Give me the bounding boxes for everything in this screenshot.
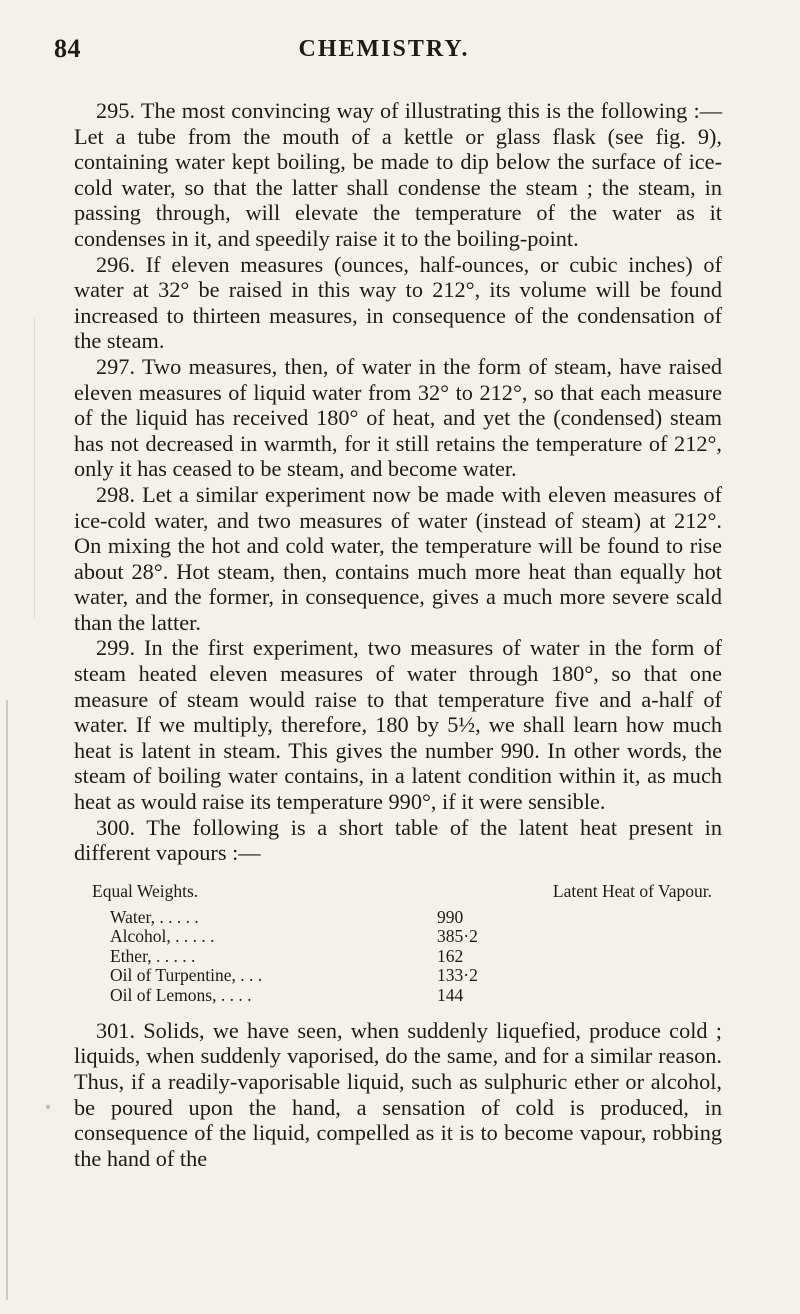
paragraph-299: 299. In the first experiment, two measures of water in the form of steam heated eleven measures of water through 180°, so that one measure of steam would raise to that temperature five and a-half of water. If we multiply, therefore, 180 by 5½, we shall learn how much heat is latent in steam. This gives the number 990. In other words, the steam of boiling water contains, in a latent condition within it, as much heat as would raise its temperature 990°, if it were sensible. [74,635,722,815]
margin-pencil-mark [6,700,8,1300]
paragraph-301: 301. Solids, we have seen, when suddenly liquefied, produce cold ; liquids, when suddenly vaporised, do the same, and for a similar reason. Thus, if a readily-vaporisable liquid, such as sulphuric ether or alcohol, be poured upon the hand, a sensation of cold is produced, in consequence of the liquid, compelled as it is to become vapour, robbing the hand of the [74,1017,722,1171]
table-cell-substance: Ether, . . . . . [110,945,196,966]
table-cell-value: 133·2 [437,965,478,986]
body-text [74,98,722,1171]
page-number: 84 [54,34,81,63]
table-cell-value: 990 [437,906,464,927]
table-cell-substance: Water, . . . . . [110,906,199,927]
table-cell-value: 144 [437,984,464,1005]
running-head: CHEMISTRY. [298,36,470,62]
table-row [110,947,530,967]
table-cell-substance: Alcohol, . . . . . [110,926,215,947]
margin-pencil-mark [34,318,35,618]
paragraph-300: 300. The following is a short table of the latent heat present in different vapours :— [74,814,722,866]
paragraph-296: 296. If eleven measures (ounces, half-ounces, or cubic inches) of water at 32° be raised in this way to 212°, its volume will be found increased to thirteen measures, in consequence of the condensation of the steam. [74,251,722,354]
table-row [110,927,530,947]
page-header [54,34,714,74]
table-cell-substance: Oil of Lemons, . . . . [110,984,252,1005]
table-cell-value: 385·2 [437,926,478,947]
margin-pencil-mark [46,1105,50,1109]
table-row [110,966,530,986]
latent-heat-table [74,882,722,1004]
table-header [92,882,712,904]
table-header-latent-heat: Latent Heat of Vapour. [552,880,712,901]
paragraph-295: 295. The most convincing way of illustrating this is the following :—Let a tube from the mouth of a kettle or glass flask (see fig. 9), containing water kept boiling, be made to dip below the surface of ice-cold water, so that the latter shall condense the steam ; the steam, in passing through, will elevate the temperature of the water as it condenses in it, and speedily raise it to the boiling-point. [74,98,722,251]
table-row [110,986,530,1006]
table-row [110,908,530,928]
table-cell-value: 162 [437,945,464,966]
table-body [110,908,530,1006]
paragraph-297: 297. Two measures, then, of water in the form of steam, have raised eleven measures of liquid water from 32° to 212°, so that each measure of the liquid has received 180° of heat, and yet the (condensed) steam has not decreased in warmth, for it still retains the temperature of 212°, only it has ceased to be steam, and become water. [74,353,722,482]
table-header-weights: Equal Weights. [92,880,199,901]
paragraph-298: 298. Let a similar experiment now be made with eleven measures of ice-cold water, and two measures of water (instead of steam) at 212°. On mixing the hot and cold water, the temperature will be found to rise about 28°. Hot steam, then, contains much more heat than equally hot water, and the former, in consequence, gives a much more severe scald than the latter. [74,481,722,635]
table-cell-substance: Oil of Turpentine, . . . [110,965,263,986]
